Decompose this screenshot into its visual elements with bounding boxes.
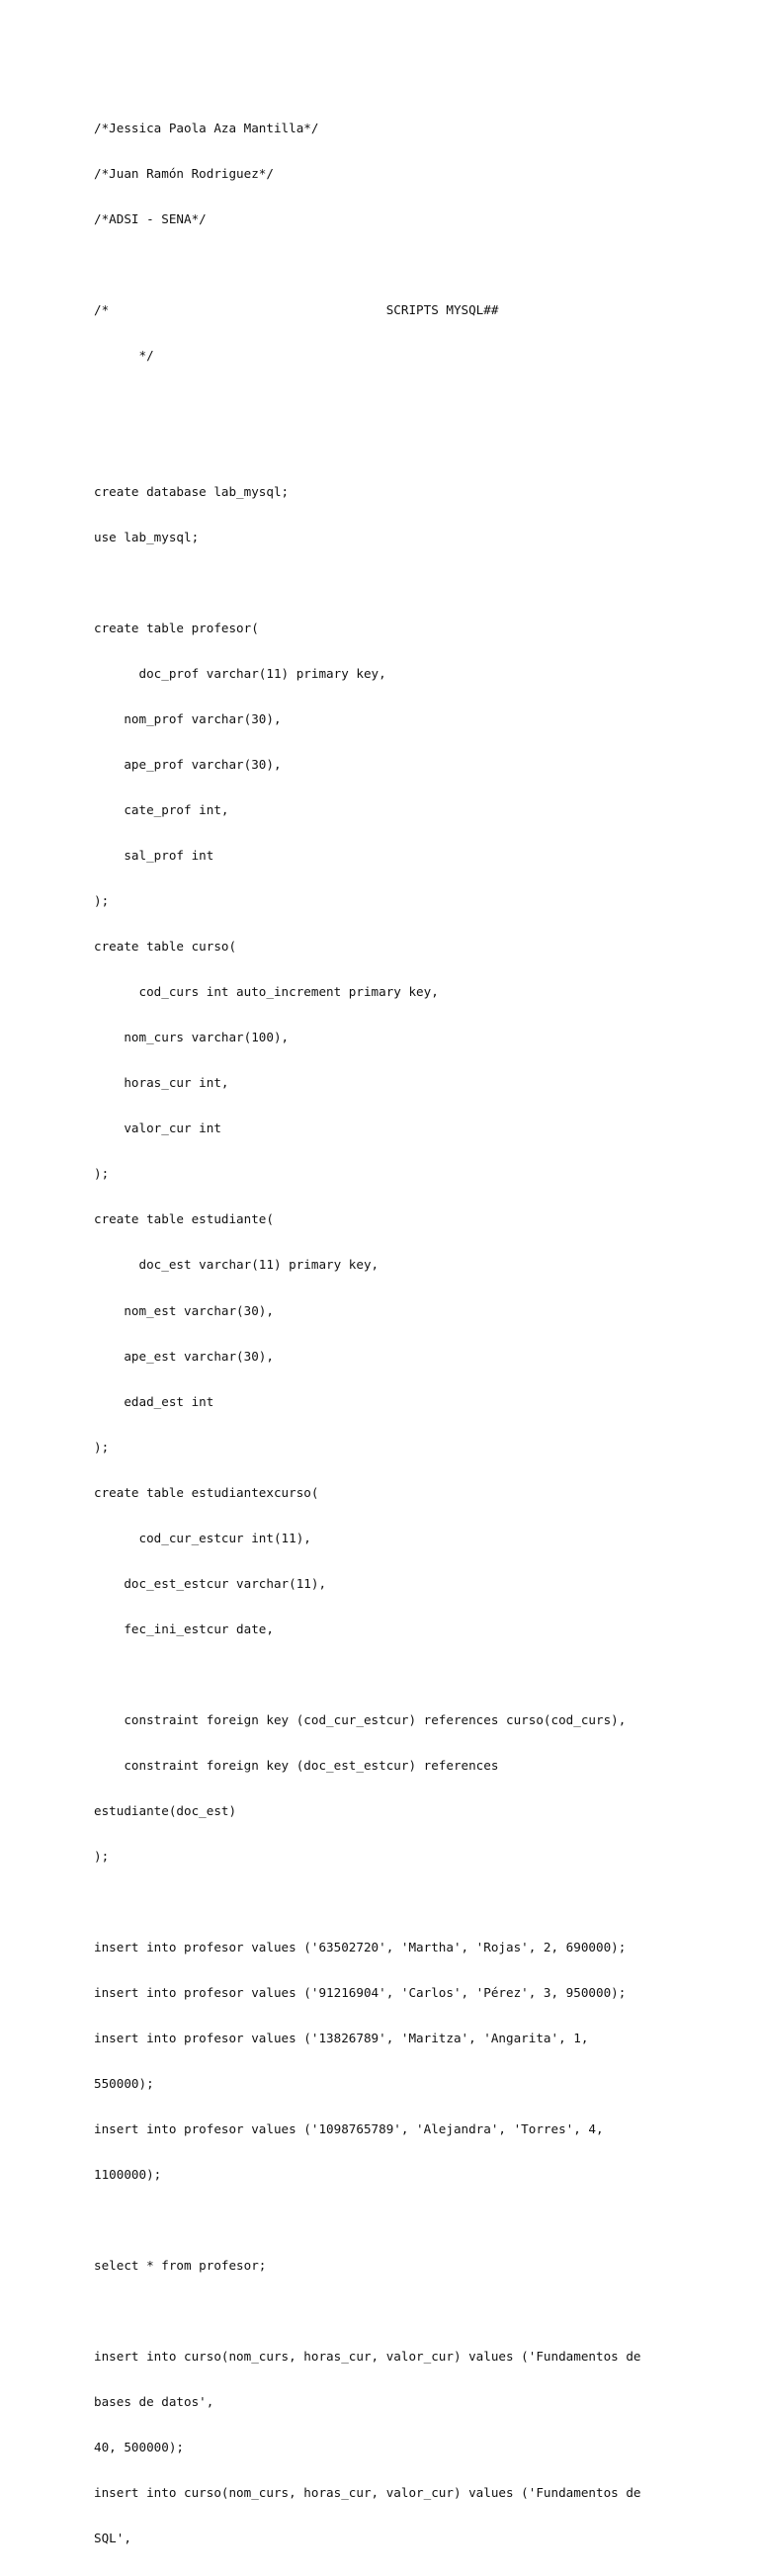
code-line: doc_prof varchar(11) primary key, — [94, 666, 386, 682]
code-line: create table estudiantexcurso( — [94, 1484, 319, 1500]
code-line: valor_cur int — [94, 1121, 221, 1136]
code-line: insert into curso(nom_curs, horas_cur, valor_cur) values ('Fundamentos de — [94, 2349, 641, 2365]
code-line: ); — [94, 893, 110, 909]
code-line: /* SCRIPTS MYSQL## — [94, 301, 499, 317]
code-line: insert into profesor values ('13826789', 'Maritza', 'Angarita', 1, — [94, 2031, 589, 2045]
code-line: SQL', — [94, 2531, 131, 2546]
code-line: create table profesor( — [94, 621, 259, 636]
code-line: horas_cur int, — [94, 1075, 229, 1091]
code-line: doc_est varchar(11) primary key, — [94, 1257, 380, 1273]
code-line: cod_cur_estcur int(11), — [94, 1530, 311, 1545]
code-line — [94, 575, 707, 590]
code-line — [94, 1667, 707, 1682]
code-line: constraint foreign key (doc_est_estcur) references — [94, 1757, 499, 1773]
code-line — [94, 393, 707, 408]
code-line: ); — [94, 1439, 110, 1454]
code-line — [94, 257, 707, 272]
code-listing — [94, 90, 707, 2576]
code-line: 40, 500000); — [94, 2440, 184, 2455]
code-line: 1100000); — [94, 2167, 162, 2183]
code-line: create table estudiante( — [94, 1211, 274, 1227]
code-line: cate_prof int, — [94, 802, 229, 818]
code-line: fec_ini_estcur date, — [94, 1620, 274, 1636]
code-line: ape_est varchar(30), — [94, 1348, 274, 1364]
code-line — [94, 2212, 707, 2227]
code-line: nom_est varchar(30), — [94, 1302, 274, 1318]
code-line: select * from profesor; — [94, 2258, 267, 2274]
code-line: bases de datos', — [94, 2394, 214, 2410]
code-line — [94, 2303, 707, 2318]
code-line: ape_prof varchar(30), — [94, 757, 282, 773]
code-line: ); — [94, 1848, 110, 1864]
code-line: insert into profesor values ('91216904', 'Carlos', 'Pérez', 3, 950000); — [94, 1984, 627, 2000]
code-line: /*ADSI - SENA*/ — [94, 210, 207, 226]
code-line: /*Jessica Paola Aza Mantilla*/ — [94, 120, 319, 135]
code-line — [94, 1894, 707, 1909]
code-line: cod_curs int auto_increment primary key, — [94, 984, 439, 1000]
code-line: insert into curso(nom_curs, horas_cur, valor_cur) values ('Fundamentos de — [94, 2485, 641, 2501]
code-line: ); — [94, 1166, 110, 1182]
code-line: insert into profesor values ('1098765789', 'Alejandra', 'Torres', 4, — [94, 2121, 604, 2137]
code-line: edad_est int — [94, 1393, 214, 1409]
code-line: create database lab_mysql; — [94, 483, 290, 499]
code-line: insert into profesor values ('63502720', 'Martha', 'Rojas', 2, 690000); — [94, 1939, 627, 1954]
code-line — [94, 439, 707, 454]
code-line: constraint foreign key (cod_cur_estcur) references curso(cod_curs), — [94, 1711, 627, 1727]
code-line: nom_curs varchar(100), — [94, 1030, 290, 1045]
code-line: sal_prof int — [94, 848, 214, 864]
code-line: */ — [94, 347, 154, 363]
code-line: nom_prof varchar(30), — [94, 711, 282, 727]
code-line: 550000); — [94, 2076, 154, 2092]
code-line: /*Juan Ramón Rodriguez*/ — [94, 165, 274, 181]
code-line: doc_est_estcur varchar(11), — [94, 1575, 327, 1591]
code-line: create table curso( — [94, 939, 237, 955]
code-line: use lab_mysql; — [94, 529, 200, 544]
code-line: estudiante(doc_est) — [94, 1802, 237, 1818]
